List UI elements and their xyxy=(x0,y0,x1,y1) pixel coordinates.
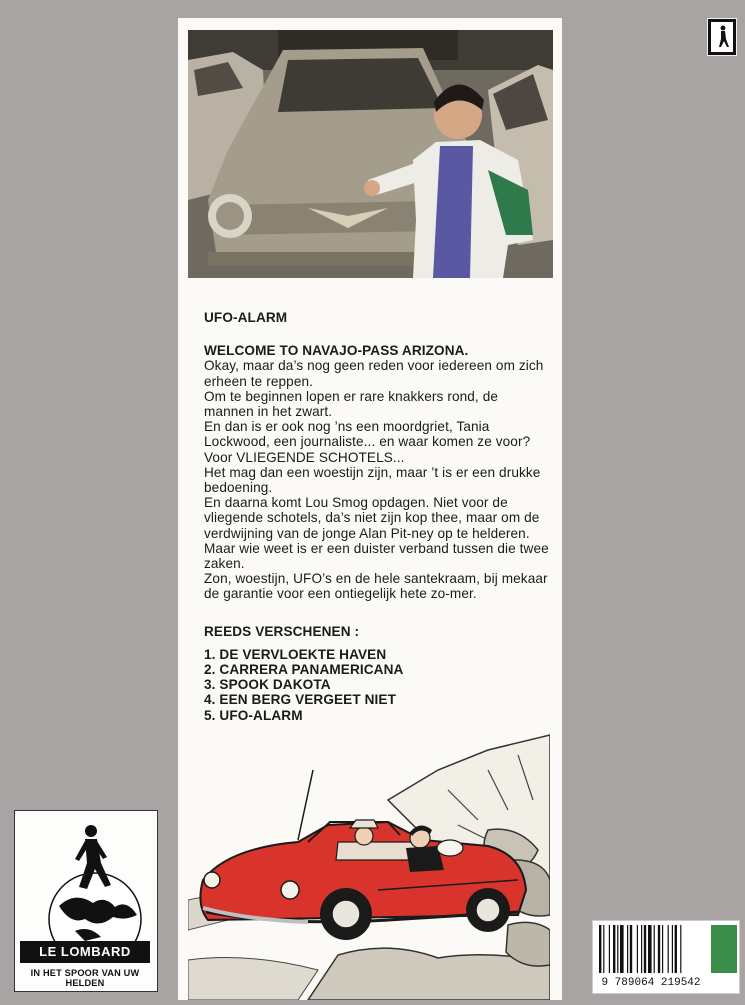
walking-man-globe-icon xyxy=(15,811,157,941)
blurb-paragraph-4: En dan is er ook nog ’ns een moordgriet, Tania Lockwood, een journaliste... en waar komen ze voor? Voor VLIEGENDE SCHOTELS... xyxy=(204,419,531,465)
series-item: 1. DE VERVLOEKTE HAVEN xyxy=(204,646,387,662)
series-item: 4. EEN BERG VERGEET NIET xyxy=(204,692,396,708)
series-item: 5. UFO-ALARM xyxy=(204,707,303,723)
blurb-paragraph-3: Om te beginnen lopen er rare knakkers rond, de mannen in het zwart. xyxy=(204,388,499,420)
blurb-text xyxy=(204,310,549,723)
series-heading: REEDS VERSCHENEN : xyxy=(204,623,360,639)
blurb-paragraph-5: Het mag dan een woestijn zijn, maar ’t is er een drukke bedoening. xyxy=(204,464,541,496)
author-photo xyxy=(188,30,553,278)
series-item: 2. CARRERA PANAMERICANA xyxy=(204,662,404,678)
walking-man-icon xyxy=(708,19,736,55)
isbn-digits: 9 789064 219542 xyxy=(601,977,701,989)
series-item: 3. SPOOK DAKOTA xyxy=(204,677,331,693)
blurb-paragraph-8: Zon, woestijn, UFO’s en de hele santekraam, bij mekaar de garantie voor een ontiegelijk hete zo-mer. xyxy=(204,571,548,602)
book-title: UFO-ALARM xyxy=(204,310,288,325)
red-convertible-illustration xyxy=(188,730,550,1000)
blurb-paragraph-6: En daarna komt Lou Smog opdagen. Niet voor de vliegende schotels, da’s niet zijn kop thee, maar om de verdwijning van de jonge Alan Pit-ney op te helderen. xyxy=(204,495,540,541)
blurb-paragraph-2: Okay, maar da’s nog geen reden voor iedereen om zich erheen te reppen. xyxy=(204,358,544,389)
publisher-tagline: IN HET SPOOR VAN UW HELDEN xyxy=(30,968,140,988)
series-list xyxy=(204,647,549,723)
publisher-logo xyxy=(14,810,158,992)
publisher-name: LE LOMBARD xyxy=(20,941,150,963)
corner-logo-badge xyxy=(707,18,737,56)
blurb-paragraph-1: WELCOME TO NAVAJO-PASS ARIZONA. xyxy=(204,343,469,359)
isbn-barcode xyxy=(592,920,740,994)
barcode-icon xyxy=(593,921,739,977)
blurb-paragraph-7: Maar wie weet is er een duister verband tussen die twee zaken. xyxy=(204,540,549,572)
